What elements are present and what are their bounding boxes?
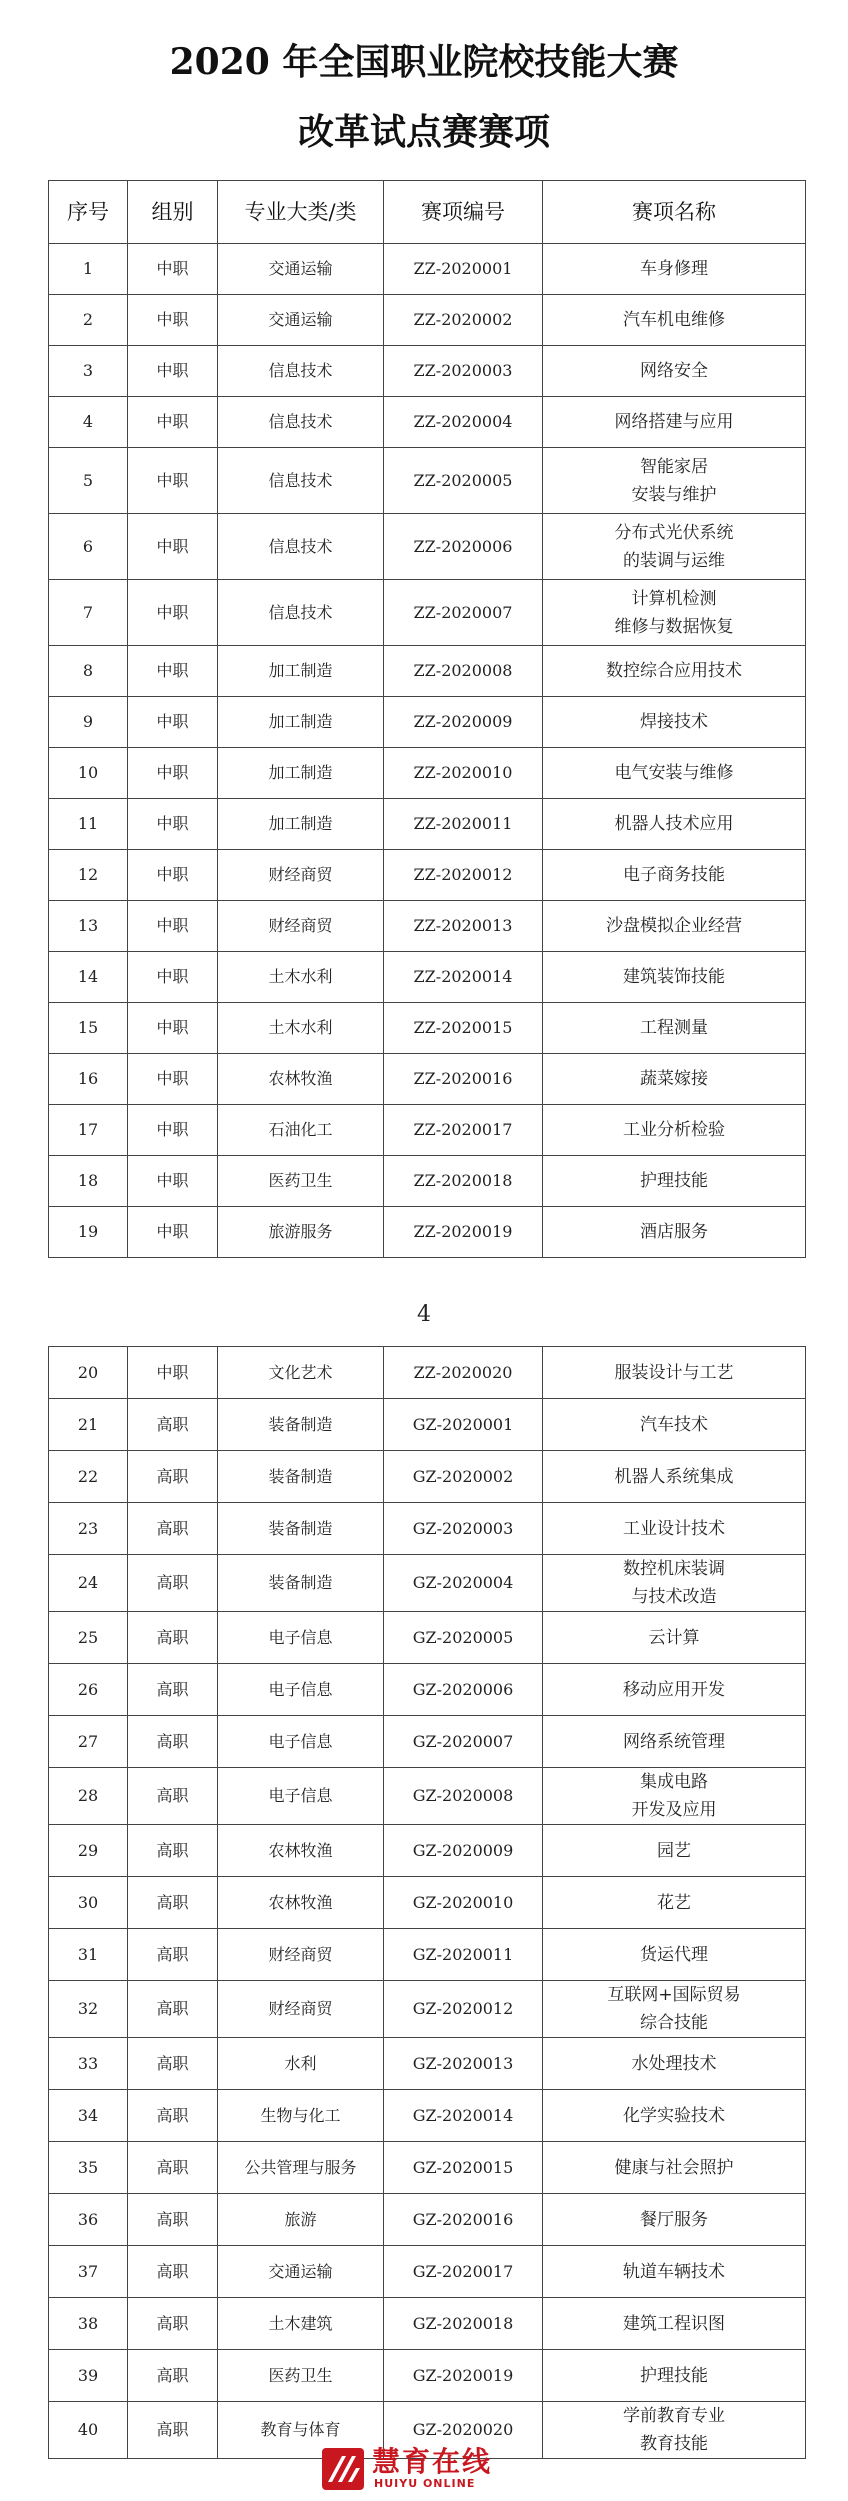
cell-name: 园艺	[543, 1825, 806, 1877]
cell-category: 加工制造	[218, 748, 384, 799]
cell-category: 信息技术	[218, 397, 384, 448]
table-row	[49, 2038, 806, 2090]
cell-name: 汽车技术	[543, 1399, 806, 1451]
table-row	[49, 1451, 806, 1503]
table-row	[49, 901, 806, 952]
cell-category: 水利	[218, 2038, 384, 2090]
table-row	[49, 1347, 806, 1399]
cell-category: 加工制造	[218, 646, 384, 697]
table-row	[49, 697, 806, 748]
table-row	[49, 1003, 806, 1054]
table-row	[49, 397, 806, 448]
cell-code: ZZ-2020011	[384, 799, 543, 850]
table-row	[49, 244, 806, 295]
cell-index: 32	[49, 1981, 128, 2038]
cell-code: ZZ-2020013	[384, 901, 543, 952]
cell-code: GZ-2020006	[384, 1664, 543, 1716]
cell-group: 高职	[128, 1555, 218, 1612]
table-row	[49, 1716, 806, 1768]
competition-table-page-2	[48, 1346, 806, 2459]
cell-group: 高职	[128, 1664, 218, 1716]
watermark-text-cn: 慧育在线	[372, 2445, 493, 2478]
page-number: 4	[417, 1302, 431, 1327]
table-row	[49, 2090, 806, 2142]
cell-name: 服装设计与工艺	[543, 1347, 806, 1399]
cell-code: GZ-2020001	[384, 1399, 543, 1451]
cell-index: 10	[49, 748, 128, 799]
cell-group: 中职	[128, 799, 218, 850]
cell-index: 8	[49, 646, 128, 697]
cell-group: 高职	[128, 1877, 218, 1929]
title-line-2: 改革试点赛赛项	[297, 111, 550, 153]
logo-mark-icon	[322, 2448, 364, 2490]
cell-name: 网络系统管理	[543, 1716, 806, 1768]
cell-code: ZZ-2020016	[384, 1054, 543, 1105]
cell-category: 公共管理与服务	[218, 2142, 384, 2194]
cell-category: 加工制造	[218, 799, 384, 850]
cell-group: 高职	[128, 1768, 218, 1825]
cell-group: 高职	[128, 1929, 218, 1981]
cell-code: ZZ-2020010	[384, 748, 543, 799]
cell-group: 中职	[128, 952, 218, 1003]
cell-name: 电气安装与维修	[543, 748, 806, 799]
cell-category: 电子信息	[218, 1716, 384, 1768]
cell-name: 分布式光伏系统 的装调与运维	[543, 514, 806, 580]
cell-code: GZ-2020005	[384, 1612, 543, 1664]
cell-name: 电子商务技能	[543, 850, 806, 901]
cell-category: 医药卫生	[218, 2350, 384, 2402]
cell-group: 高职	[128, 2246, 218, 2298]
cell-category: 教育与体育	[218, 2402, 384, 2459]
cell-name: 网络搭建与应用	[543, 397, 806, 448]
cell-code: ZZ-2020014	[384, 952, 543, 1003]
cell-category: 信息技术	[218, 448, 384, 514]
cell-group: 高职	[128, 2350, 218, 2402]
cell-category: 电子信息	[218, 1664, 384, 1716]
cell-group: 高职	[128, 1503, 218, 1555]
table-row	[49, 1877, 806, 1929]
table-row	[49, 2246, 806, 2298]
cell-group: 中职	[128, 1156, 218, 1207]
cell-name: 护理技能	[543, 2350, 806, 2402]
cell-group: 中职	[128, 1347, 218, 1399]
cell-group: 高职	[128, 1451, 218, 1503]
cell-name: 集成电路 开发及应用	[543, 1768, 806, 1825]
cell-code: ZZ-2020006	[384, 514, 543, 580]
cell-group: 高职	[128, 1981, 218, 2038]
cell-index: 28	[49, 1768, 128, 1825]
cell-index: 18	[49, 1156, 128, 1207]
header-code: 赛项编号	[384, 181, 543, 244]
cell-index: 9	[49, 697, 128, 748]
cell-category: 信息技术	[218, 346, 384, 397]
cell-group: 中职	[128, 1054, 218, 1105]
cell-index: 15	[49, 1003, 128, 1054]
table-row	[49, 514, 806, 580]
cell-index: 5	[49, 448, 128, 514]
header-category: 专业大类/类	[218, 181, 384, 244]
cell-name: 工业设计技术	[543, 1503, 806, 1555]
table-row	[49, 1207, 806, 1258]
cell-index: 22	[49, 1451, 128, 1503]
cell-category: 交通运输	[218, 244, 384, 295]
cell-index: 11	[49, 799, 128, 850]
cell-index: 26	[49, 1664, 128, 1716]
table-row	[49, 1612, 806, 1664]
cell-code: GZ-2020008	[384, 1768, 543, 1825]
cell-name: 工程测量	[543, 1003, 806, 1054]
cell-index: 16	[49, 1054, 128, 1105]
cell-category: 土木水利	[218, 1003, 384, 1054]
table-row	[49, 1981, 806, 2038]
table-row	[49, 1105, 806, 1156]
cell-code: GZ-2020007	[384, 1716, 543, 1768]
table-row	[49, 799, 806, 850]
cell-code: GZ-2020014	[384, 2090, 543, 2142]
cell-index: 40	[49, 2402, 128, 2459]
cell-group: 高职	[128, 2194, 218, 2246]
cell-code: ZZ-2020005	[384, 448, 543, 514]
cell-code: GZ-2020016	[384, 2194, 543, 2246]
cell-index: 34	[49, 2090, 128, 2142]
cell-code: GZ-2020012	[384, 1981, 543, 2038]
cell-group: 中职	[128, 748, 218, 799]
competition-table-page-1	[48, 180, 806, 1258]
cell-group: 中职	[128, 514, 218, 580]
cell-code: GZ-2020002	[384, 1451, 543, 1503]
cell-code: ZZ-2020019	[384, 1207, 543, 1258]
cell-category: 交通运输	[218, 2246, 384, 2298]
cell-group: 中职	[128, 901, 218, 952]
cell-index: 30	[49, 1877, 128, 1929]
cell-code: GZ-2020018	[384, 2298, 543, 2350]
header-index: 序号	[49, 181, 128, 244]
cell-name: 汽车机电维修	[543, 295, 806, 346]
cell-category: 农林牧渔	[218, 1877, 384, 1929]
table-row	[49, 2194, 806, 2246]
cell-index: 7	[49, 580, 128, 646]
table-row	[49, 1399, 806, 1451]
table-row	[49, 580, 806, 646]
cell-name: 工业分析检验	[543, 1105, 806, 1156]
header-group: 组别	[128, 181, 218, 244]
cell-index: 33	[49, 2038, 128, 2090]
cell-category: 信息技术	[218, 514, 384, 580]
cell-index: 17	[49, 1105, 128, 1156]
cell-group: 中职	[128, 1105, 218, 1156]
cell-group: 中职	[128, 295, 218, 346]
cell-code: GZ-2020004	[384, 1555, 543, 1612]
table-row	[49, 748, 806, 799]
cell-name: 学前教育专业 教育技能	[543, 2402, 806, 2459]
cell-name: 花艺	[543, 1877, 806, 1929]
header-name: 赛项名称	[543, 181, 806, 244]
cell-category: 医药卫生	[218, 1156, 384, 1207]
cell-name: 沙盘模拟企业经营	[543, 901, 806, 952]
cell-index: 3	[49, 346, 128, 397]
cell-index: 27	[49, 1716, 128, 1768]
cell-code: ZZ-2020015	[384, 1003, 543, 1054]
table-row	[49, 2298, 806, 2350]
cell-code: ZZ-2020004	[384, 397, 543, 448]
cell-category: 装备制造	[218, 1399, 384, 1451]
cell-category: 财经商贸	[218, 1981, 384, 2038]
table-row	[49, 295, 806, 346]
cell-group: 中职	[128, 580, 218, 646]
cell-category: 信息技术	[218, 580, 384, 646]
cell-index: 21	[49, 1399, 128, 1451]
cell-index: 1	[49, 244, 128, 295]
cell-index: 13	[49, 901, 128, 952]
table-row	[49, 1503, 806, 1555]
cell-category: 土木水利	[218, 952, 384, 1003]
cell-group: 高职	[128, 1825, 218, 1877]
cell-code: GZ-2020017	[384, 2246, 543, 2298]
cell-code: GZ-2020020	[384, 2402, 543, 2459]
cell-index: 20	[49, 1347, 128, 1399]
cell-name: 车身修理	[543, 244, 806, 295]
cell-index: 25	[49, 1612, 128, 1664]
cell-category: 电子信息	[218, 1612, 384, 1664]
cell-category: 生物与化工	[218, 2090, 384, 2142]
table-row	[49, 1156, 806, 1207]
cell-category: 土木建筑	[218, 2298, 384, 2350]
cell-name: 智能家居 安装与维护	[543, 448, 806, 514]
cell-index: 38	[49, 2298, 128, 2350]
cell-name: 护理技能	[543, 1156, 806, 1207]
cell-code: ZZ-2020007	[384, 580, 543, 646]
cell-group: 中职	[128, 1003, 218, 1054]
cell-category: 加工制造	[218, 697, 384, 748]
cell-name: 酒店服务	[543, 1207, 806, 1258]
cell-code: ZZ-2020009	[384, 697, 543, 748]
table-row	[49, 2142, 806, 2194]
cell-code: GZ-2020010	[384, 1877, 543, 1929]
cell-code: ZZ-2020017	[384, 1105, 543, 1156]
cell-index: 29	[49, 1825, 128, 1877]
cell-name: 互联网+国际贸易 综合技能	[543, 1981, 806, 2038]
cell-group: 中职	[128, 244, 218, 295]
cell-index: 39	[49, 2350, 128, 2402]
cell-group: 高职	[128, 1612, 218, 1664]
cell-category: 装备制造	[218, 1503, 384, 1555]
cell-category: 农林牧渔	[218, 1054, 384, 1105]
cell-category: 旅游服务	[218, 1207, 384, 1258]
table-row	[49, 1664, 806, 1716]
cell-name: 计算机检测 维修与数据恢复	[543, 580, 806, 646]
cell-name: 数控机床装调 与技术改造	[543, 1555, 806, 1612]
cell-index: 2	[49, 295, 128, 346]
title-line-1: 2020 年全国职业院校技能大赛	[169, 41, 679, 83]
cell-group: 高职	[128, 2142, 218, 2194]
cell-code: ZZ-2020003	[384, 346, 543, 397]
table-row	[49, 952, 806, 1003]
cell-name: 轨道车辆技术	[543, 2246, 806, 2298]
cell-group: 中职	[128, 697, 218, 748]
cell-index: 19	[49, 1207, 128, 1258]
cell-index: 14	[49, 952, 128, 1003]
cell-code: GZ-2020013	[384, 2038, 543, 2090]
cell-category: 电子信息	[218, 1768, 384, 1825]
cell-group: 中职	[128, 1207, 218, 1258]
cell-name: 网络安全	[543, 346, 806, 397]
cell-category: 文化艺术	[218, 1347, 384, 1399]
cell-category: 财经商贸	[218, 901, 384, 952]
cell-code: GZ-2020019	[384, 2350, 543, 2402]
cell-category: 交通运输	[218, 295, 384, 346]
cell-code: GZ-2020011	[384, 1929, 543, 1981]
cell-code: ZZ-2020012	[384, 850, 543, 901]
cell-group: 高职	[128, 2402, 218, 2459]
cell-code: GZ-2020003	[384, 1503, 543, 1555]
cell-index: 12	[49, 850, 128, 901]
cell-group: 高职	[128, 2090, 218, 2142]
cell-name: 水处理技术	[543, 2038, 806, 2090]
cell-category: 石油化工	[218, 1105, 384, 1156]
cell-code: ZZ-2020020	[384, 1347, 543, 1399]
cell-code: ZZ-2020001	[384, 244, 543, 295]
cell-code: ZZ-2020002	[384, 295, 543, 346]
watermark-logo	[322, 2446, 532, 2492]
cell-name: 建筑装饰技能	[543, 952, 806, 1003]
cell-category: 财经商贸	[218, 850, 384, 901]
cell-index: 35	[49, 2142, 128, 2194]
cell-name: 焊接技术	[543, 697, 806, 748]
cell-category: 装备制造	[218, 1555, 384, 1612]
cell-index: 4	[49, 397, 128, 448]
cell-group: 高职	[128, 2298, 218, 2350]
cell-index: 24	[49, 1555, 128, 1612]
cell-name: 健康与社会照护	[543, 2142, 806, 2194]
cell-category: 装备制造	[218, 1451, 384, 1503]
cell-index: 36	[49, 2194, 128, 2246]
cell-code: GZ-2020015	[384, 2142, 543, 2194]
cell-code: GZ-2020009	[384, 1825, 543, 1877]
cell-index: 23	[49, 1503, 128, 1555]
cell-name: 化学实验技术	[543, 2090, 806, 2142]
table-row	[49, 1929, 806, 1981]
cell-group: 中职	[128, 850, 218, 901]
cell-group: 高职	[128, 2038, 218, 2090]
cell-name: 云计算	[543, 1612, 806, 1664]
cell-name: 建筑工程识图	[543, 2298, 806, 2350]
cell-group: 中职	[128, 397, 218, 448]
cell-name: 移动应用开发	[543, 1664, 806, 1716]
cell-code: ZZ-2020008	[384, 646, 543, 697]
table-row	[49, 850, 806, 901]
table-row	[49, 1555, 806, 1612]
cell-category: 财经商贸	[218, 1929, 384, 1981]
cell-group: 中职	[128, 346, 218, 397]
cell-name: 数控综合应用技术	[543, 646, 806, 697]
cell-group: 中职	[128, 646, 218, 697]
cell-category: 旅游	[218, 2194, 384, 2246]
table-row	[49, 448, 806, 514]
cell-name: 机器人系统集成	[543, 1451, 806, 1503]
table-row	[49, 1825, 806, 1877]
cell-group: 中职	[128, 448, 218, 514]
cell-code: ZZ-2020018	[384, 1156, 543, 1207]
table-row	[49, 2350, 806, 2402]
cell-name: 餐厅服务	[543, 2194, 806, 2246]
table-row	[49, 1054, 806, 1105]
table-row	[49, 346, 806, 397]
table-row	[49, 646, 806, 697]
cell-group: 高职	[128, 1399, 218, 1451]
table-header-row	[49, 181, 806, 244]
cell-name: 机器人技术应用	[543, 799, 806, 850]
cell-category: 农林牧渔	[218, 1825, 384, 1877]
cell-index: 37	[49, 2246, 128, 2298]
cell-group: 高职	[128, 1716, 218, 1768]
cell-index: 31	[49, 1929, 128, 1981]
cell-name: 蔬菜嫁接	[543, 1054, 806, 1105]
table-row	[49, 1768, 806, 1825]
cell-index: 6	[49, 514, 128, 580]
watermark-text-en: HUIYU ONLINE	[374, 2477, 476, 2490]
cell-name: 货运代理	[543, 1929, 806, 1981]
